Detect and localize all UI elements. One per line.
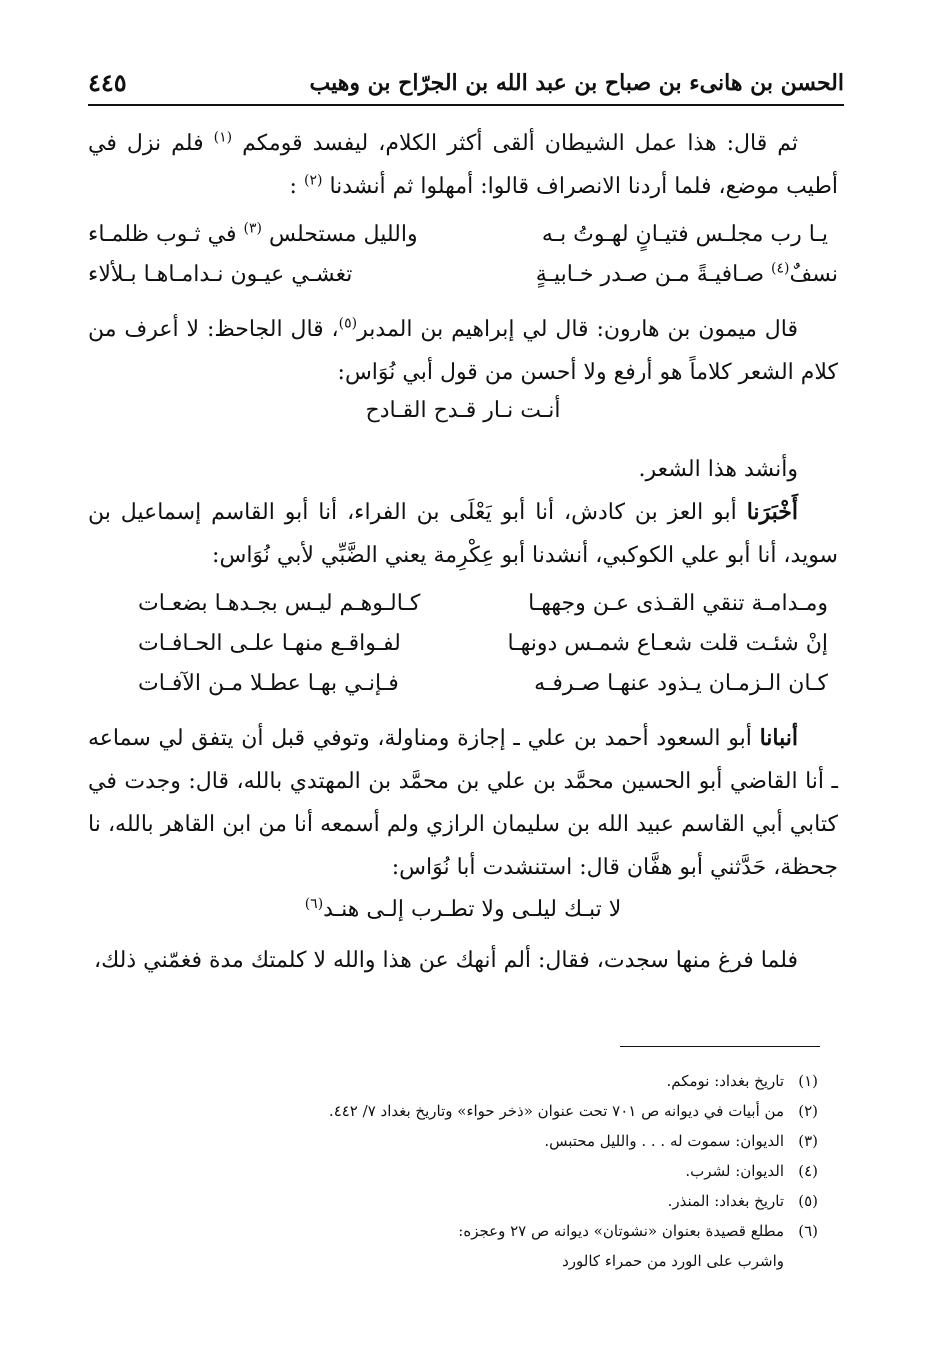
isnad-keyword: أنبانا — [759, 725, 798, 751]
footnote-rule — [620, 1046, 820, 1047]
isnad-keyword: أَخْبَرَنا — [746, 499, 799, 525]
verse-first-hemistich: يـا رب مجلـس فتيـانٍ لهـوتُ بـه — [541, 222, 828, 247]
text-span: فلم نزل في أطيب موضع، فلما أردنا الانصراف قالوا: أمهلوا ثم أنشدنا — [88, 131, 838, 199]
footnote-text: مطلع قصيدة بعنوان «نشوتان» ديوانه ص ٢٧ وعجزه: — [458, 1222, 784, 1240]
footnotes — [100, 1066, 818, 1276]
verse-second-hemistich: تغشـي عيـون نـدامـاهـا بـلألاء — [88, 262, 353, 287]
footnote-number: (٥) — [798, 1192, 818, 1210]
text-span: أبو السعود أحمد بن علي ـ إجازة ومناولة، وتوفي قبل أن يتفق لي سماعه ـ أنا القاضي أبو الحسين محمَّد بن علي بن محمَّد بن المهتدي بالله، قال: وجدت في كتابي أبي القاسم عبيد الله بن سليمان الرازي ولم أسمعه أنا من ابن القاهر بالله، نا جحظة، حَدَّثني أبو هفَّان قال: استنشدت أبا نُوَاس: — [88, 726, 838, 880]
footnote-ref-5: (٥) — [338, 315, 358, 332]
verse-text: أنـت نـار قـدح القـادح — [365, 398, 561, 423]
text-span: في ثـوب ظلمـاء — [88, 222, 237, 247]
footnote-number: (٤) — [798, 1162, 818, 1180]
verse-line-2 — [88, 258, 838, 298]
footnote — [100, 1066, 818, 1096]
text-span: قال ميمون بن هارون: قال لي إبراهيم بن المدبر — [357, 317, 798, 342]
text-span: لا تبـك ليلـى ولا تطـرب إلـى هنـد — [323, 897, 622, 922]
text-span: والليل مستحلس — [268, 222, 418, 247]
paragraph-6: فلما فرغ منها سجدت، فقال: ألم أنهك عن هذا والله لا كلمتك مدة فغمّني ذلك، — [94, 948, 798, 973]
verse-second-hemistich — [88, 222, 418, 247]
verse-second-hemistich: لفـواقـع منهـا علـى الحـافـات — [138, 631, 401, 656]
verse-first-hemistich — [536, 262, 838, 287]
verse-text: لا تبـك ليلـى ولا تطـرب إلـى هنـد(٦) — [304, 895, 622, 922]
footnote-ref-3: (٣) — [243, 220, 262, 237]
verse-first-hemistich: إنْ شئـت قلت شعـاع شمـس دونهـا — [507, 631, 828, 656]
footnote-number: (٣) — [798, 1132, 818, 1150]
text-span: صـافيـةً مـن صـدر خـابيـةٍ — [535, 262, 764, 287]
text-span: نسفٌ — [789, 262, 838, 287]
footnote-text: الديوان: سموت له . . . والليل محتبس. — [544, 1132, 784, 1150]
paragraph-5 — [88, 717, 838, 889]
footnote-text: من أبيات في ديوانه ص ٧٠١ تحت عنوان «ذخر حواء» وتاريخ بغداد ٧/ ٤٤٢. — [328, 1102, 784, 1120]
body-text — [88, 122, 838, 982]
text-span: : — [289, 174, 297, 199]
text-span: ثم قال: هذا عمل الشيطان ألقى أكثر الكلام، ليفسد قومكم — [242, 131, 799, 156]
verse-line-6 — [88, 667, 838, 707]
verse-first-hemistich: ومـدامـة تنقي القـذى عـن وجههـا — [528, 591, 828, 616]
verse-second-hemistich: كـالـوهـم ليـس بجـدهـا بضعـات — [138, 591, 421, 616]
footnote-number: (٦) — [798, 1222, 818, 1240]
footnote — [100, 1096, 818, 1126]
page-number: ٤٤٥ — [88, 68, 127, 97]
footnote-text: تاريخ بغداد: نومكم. — [666, 1072, 784, 1090]
footnote — [100, 1156, 818, 1186]
page-header — [88, 62, 844, 102]
paragraph-3: وأنشد هذا الشعر. — [638, 457, 798, 482]
footnote-ref-4: (٤) — [771, 260, 790, 277]
footnote — [100, 1186, 818, 1216]
verse-line-4 — [88, 587, 838, 627]
footnote — [100, 1126, 818, 1156]
paragraph-1 — [88, 122, 838, 208]
footnote-text: تاريخ بغداد: المنذر. — [667, 1192, 784, 1210]
footnote-text: الديوان: لشرب. — [685, 1162, 784, 1180]
footnote-number: (١) — [798, 1072, 818, 1090]
verse-second-hemistich: فـإنـي بهـا عطـلا مـن الآفـات — [138, 671, 399, 696]
verse-line-1 — [88, 218, 838, 258]
text-span: أبو العز بن كادش، أنا أبو يَعْلَى بن الفراء، أنا أبو القاسم إسماعيل بن سويد، أنا أبو علي الكوكبي، أنشدنا أبو عِكْرِمة يعني الضَّبِّي لأبي نُوَاس: — [88, 500, 838, 568]
paragraph-4 — [88, 491, 838, 577]
verse-line-5 — [88, 627, 838, 667]
running-title: الحسن بن هانىء بن صباح بن عبد الله بن الجرّاح بن وهيب — [309, 70, 844, 96]
verse-line-7 — [88, 889, 838, 939]
paragraph-2 — [88, 308, 838, 394]
text-span: ، قال الجاحظ: لا أعرف من كلام الشعر كلاماً هو أرفع ولا أحسن من قول أبي نُوَاس: — [88, 317, 838, 385]
footnote — [100, 1216, 818, 1246]
footnote-ref-2: (٢) — [303, 172, 323, 189]
footnote-ref-1: (١) — [213, 129, 233, 146]
footnote-number: (٢) — [798, 1102, 818, 1120]
verse-first-hemistich: كـان الـزمـان يـذود عنهـا صـرفـه — [534, 671, 828, 696]
footnote-continuation: واشرب على الورد من حمراء كالورد — [562, 1252, 784, 1270]
header-rule — [88, 104, 844, 106]
verse-line-3 — [88, 394, 838, 448]
